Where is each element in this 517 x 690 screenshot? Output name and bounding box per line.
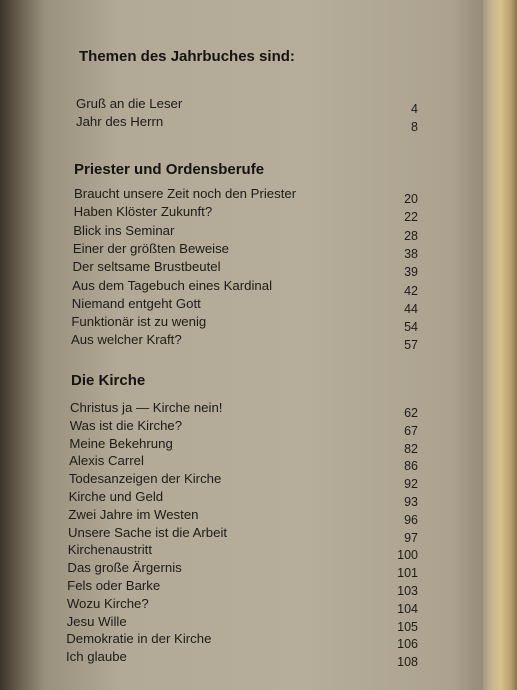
toc-entry bbox=[0, 631, 418, 652]
toc-entry bbox=[0, 332, 418, 353]
toc-entry-title: Der seltsame Brustbeutel bbox=[72, 259, 221, 275]
toc-entry-page-number: 108 bbox=[397, 655, 418, 670]
toc-entry-title: Unsere Sache ist die Arbeit bbox=[68, 524, 228, 540]
toc-entry-page-number: 8 bbox=[411, 119, 418, 134]
toc-entry bbox=[0, 204, 418, 225]
toc-entry bbox=[0, 96, 418, 116]
toc-entry-title: Was ist die Kirche? bbox=[69, 417, 183, 433]
toc-entry bbox=[0, 506, 418, 527]
toc-entry bbox=[0, 613, 418, 634]
toc-entry-title: Todesanzeigen der Kirche bbox=[68, 471, 222, 487]
toc-entry-title: Haben Klöster Zukunft? bbox=[73, 204, 213, 220]
toc-entry-page-number: 92 bbox=[404, 477, 418, 492]
toc-entry bbox=[0, 471, 418, 492]
toc-entry-title: Zwei Jahre im Westen bbox=[68, 506, 199, 522]
toc-entry-title: Ich glaube bbox=[66, 649, 127, 665]
toc-entry-page-number: 38 bbox=[404, 246, 418, 261]
toc-entry bbox=[0, 314, 418, 335]
toc-entry-page-number: 20 bbox=[404, 192, 418, 206]
toc-entry-page-number: 44 bbox=[404, 301, 418, 316]
toc-entry-page-number: 54 bbox=[404, 320, 418, 335]
toc-entry bbox=[0, 489, 418, 509]
toc-entry-title: Aus dem Tagebuch eines Kardinal bbox=[72, 277, 273, 293]
toc-entry bbox=[0, 222, 418, 243]
toc-entry bbox=[0, 417, 418, 438]
toc-entry-page-number: 105 bbox=[397, 619, 418, 634]
toc-entry-title: Jahr des Herrn bbox=[76, 113, 164, 129]
toc-entry bbox=[0, 259, 418, 280]
toc-entry-title: Jesu Wille bbox=[66, 613, 127, 629]
toc-entry-title: Blick ins Seminar bbox=[73, 222, 175, 238]
toc-entry bbox=[0, 560, 418, 581]
toc-entry bbox=[0, 595, 418, 616]
page-title: Themen des Jahrbuches sind: bbox=[79, 48, 295, 65]
toc-entry-title: Demokratie in der Kirche bbox=[66, 631, 212, 647]
toc-entry-page-number: 101 bbox=[397, 566, 418, 581]
toc-entry-page-number: 62 bbox=[404, 406, 418, 420]
toc-entry-page-number: 96 bbox=[404, 512, 418, 527]
toc-entry-title: Funktionär ist zu wenig bbox=[71, 314, 207, 330]
toc-entry bbox=[0, 453, 418, 474]
toc-entry bbox=[0, 649, 418, 670]
toc-entry-page-number: 82 bbox=[404, 441, 418, 456]
toc-entry-page-number: 97 bbox=[404, 530, 418, 545]
toc-entry bbox=[0, 435, 418, 456]
toc-entry-title: Niemand entgeht Gott bbox=[71, 295, 201, 311]
toc-entry bbox=[0, 524, 418, 545]
toc-entry-title: Fels oder Barke bbox=[67, 578, 161, 593]
toc-entry-title: Wozu Kirche? bbox=[66, 595, 149, 611]
toc-entry-title: Aus welcher Kraft? bbox=[71, 332, 182, 348]
toc-entry bbox=[0, 240, 418, 261]
toc-entry-title: Das große Ärgernis bbox=[67, 560, 182, 576]
toc-entry-page-number: 28 bbox=[404, 228, 418, 243]
toc-entry-page-number: 67 bbox=[404, 423, 418, 438]
toc-entry bbox=[0, 295, 418, 316]
toc-entry-page-number: 100 bbox=[397, 548, 418, 563]
toc-entry-page-number: 57 bbox=[404, 338, 418, 353]
toc-entry bbox=[0, 113, 418, 134]
toc-entry-page-number: 42 bbox=[404, 283, 418, 298]
toc-entry-title: Alexis Carrel bbox=[69, 453, 144, 469]
toc-entry-title: Kirchenaustritt bbox=[67, 542, 152, 558]
toc-entry-page-number: 106 bbox=[397, 637, 418, 652]
toc-entry-title: Einer der größten Beweise bbox=[72, 240, 230, 256]
toc-entry bbox=[0, 277, 418, 298]
toc-entry-title: Braucht unsere Zeit noch den Priester bbox=[74, 186, 297, 201]
toc-entry-page-number: 93 bbox=[404, 495, 418, 509]
toc-entry bbox=[0, 542, 418, 563]
section-heading-kirche: Die Kirche bbox=[71, 372, 146, 389]
toc-entry-page-number: 4 bbox=[411, 102, 418, 116]
toc-entry-title: Kirche und Geld bbox=[68, 489, 164, 504]
section-heading-priester: Priester und Ordensberufe bbox=[74, 161, 265, 178]
toc-entry-title: Meine Bekehrung bbox=[69, 435, 173, 451]
toc-entry bbox=[0, 578, 418, 598]
toc-entry-title: Gruß an die Leser bbox=[76, 96, 183, 111]
toc-entry-page-number: 103 bbox=[397, 584, 418, 598]
toc-entry-page-number: 86 bbox=[404, 459, 418, 474]
toc-entry-page-number: 39 bbox=[404, 265, 418, 280]
toc-entry-page-number: 104 bbox=[397, 601, 418, 616]
toc-entry-title: Christus ja — Kirche nein! bbox=[70, 400, 223, 415]
toc-entry bbox=[0, 400, 418, 420]
toc-entry-page-number: 22 bbox=[404, 210, 418, 225]
toc-entry bbox=[0, 186, 418, 206]
